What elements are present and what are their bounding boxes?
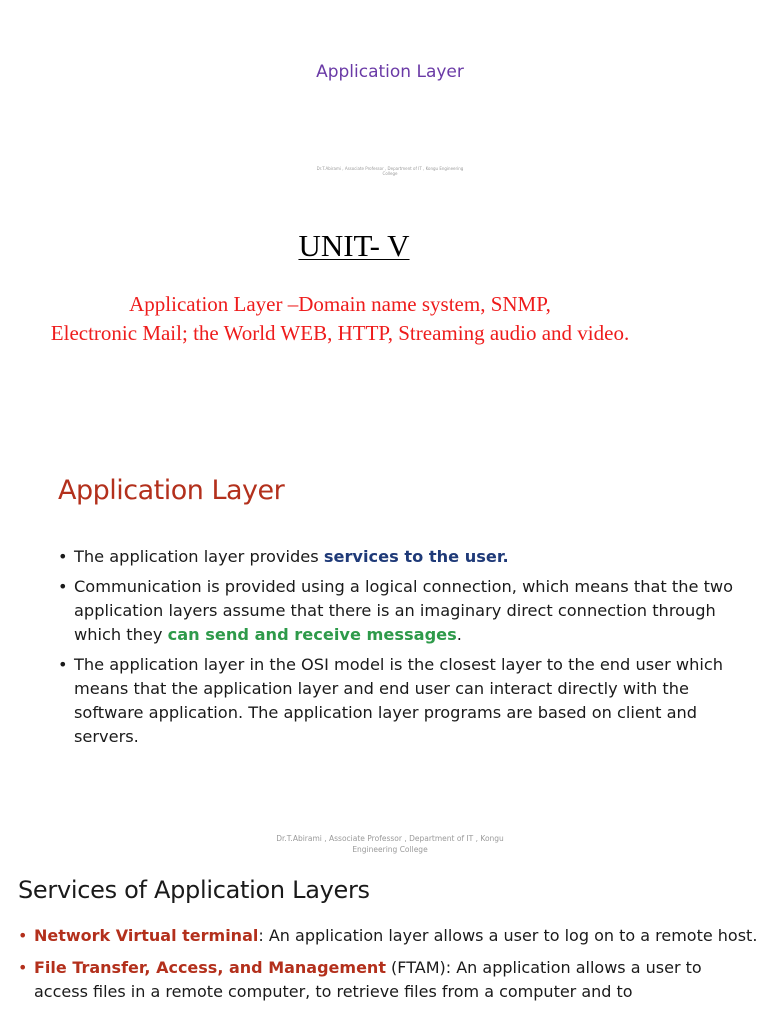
slide3-bullet	[18, 956, 758, 1004]
slide2-footer-line1: Dr.T.Abirami , Associate Professor , Department of IT , Kongu	[276, 834, 504, 843]
bullet-icon: •	[58, 655, 68, 674]
slide1-title: Application Layer	[316, 62, 464, 82]
bullet-text: The application layer in the OSI model is the closest layer to the end user which means that the application layer and end user can interact directly with the software application. The application layer programs are based on client and servers.	[74, 655, 724, 746]
slide1-footer: Dr.T.Abirami , Associate Professor , Department of IT , Kongu Engineering College	[316, 166, 464, 176]
unit-description-line2: Electronic Mail; the World WEB, HTTP, Streaming audio and video.	[50, 321, 630, 345]
bullet-text: : An application layer allows a user to log on to a remote host.	[258, 926, 758, 945]
unit-description	[0, 290, 680, 348]
bullet-icon: •	[58, 577, 68, 596]
bullet-text: (FTAM): An application allows a user to access files in a remote computer, to retrieve files from a computer and to	[34, 958, 702, 1001]
slide3-bullet	[18, 924, 758, 948]
unit-description-line1: Application Layer –Domain name system, SNMP,	[129, 292, 551, 316]
slide2-bullet-list	[58, 545, 758, 755]
bullet-icon: •	[18, 926, 28, 945]
bullet-icon: •	[58, 547, 68, 566]
bullet-icon: •	[18, 958, 28, 977]
slide3-bullet-list	[18, 924, 758, 1012]
slide2-footer-line2: Engineering College	[352, 845, 428, 854]
bullet-text: The application layer provides	[74, 547, 324, 566]
bullet-text-end: .	[456, 625, 462, 644]
bullet-highlight: can send and receive messages	[167, 625, 457, 644]
slide2-bullet	[58, 653, 758, 749]
slide3-title: Services of Application Layers	[18, 876, 370, 904]
slide2-bullet	[58, 575, 758, 647]
slide2-title: Application Layer	[58, 475, 285, 506]
bullet-highlight: Network Virtual terminal	[34, 926, 259, 945]
bullet-highlight: File Transfer, Access, and Management	[34, 958, 386, 977]
unit-title: UNIT- V	[298, 228, 410, 263]
bullet-highlight: services to the user.	[323, 547, 509, 566]
slide2-footer	[230, 833, 550, 855]
slide2-bullet	[58, 545, 758, 569]
bullet-text: Communication is provided using a logical connection, which means that the two application layers assume that there is an imaginary direct connection through which they	[74, 577, 734, 644]
